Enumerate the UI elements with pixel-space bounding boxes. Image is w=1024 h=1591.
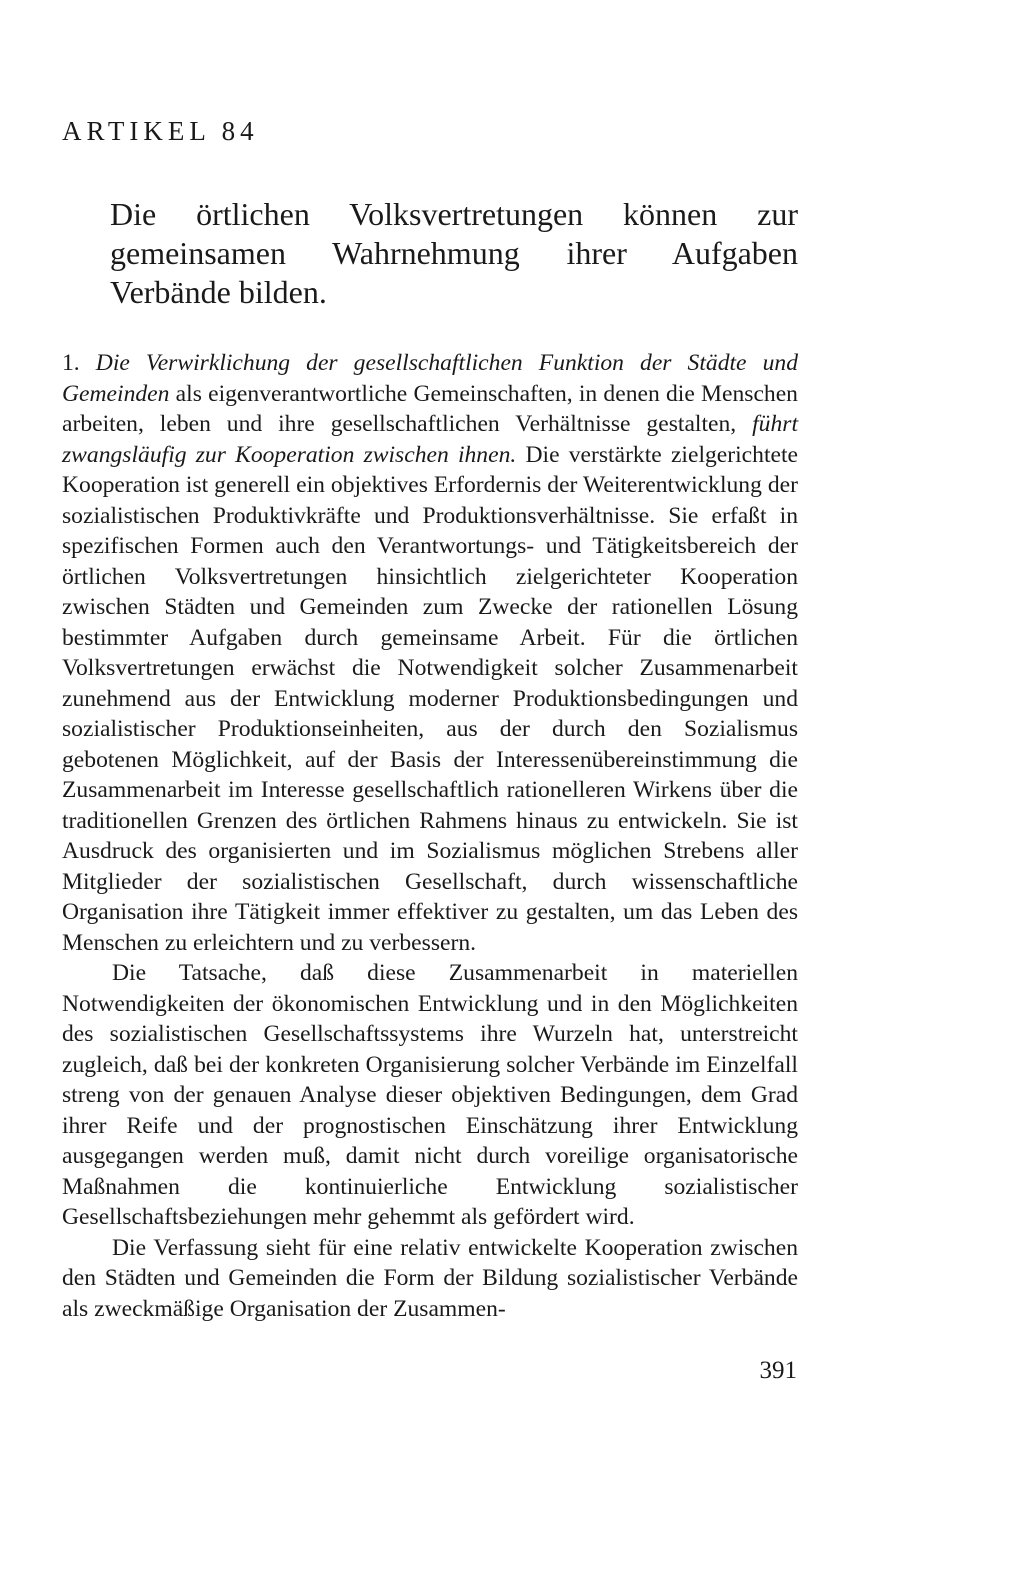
paragraph-1 xyxy=(62,348,798,958)
paragraph-1-text-2: Die verstärkte zielgerichtete Kooperation ist generell ein objektives Erfordernis der Weiterentwicklung der sozialistischen Produktivkräfte und Produktionsverhältnisse. Sie erfaßt in spezifischen Formen auch den Verantwortungs- und Tätigkeitsbereich der örtlichen Volksvertretungen hinsichtlich zielgerichteter Kooperation zwischen Städten und Gemeinden zum Zwecke der rationellen Lösung bestimmter Aufgaben durch gemeinsame Arbeit. Für die örtlichen Volksvertretungen erwächst die Notwendigkeit solcher Zusammenarbeit zunehmend aus der Entwicklung moderner Produktionsbedingungen und sozialistischer Produktionseinheiten, aus der durch den Sozialismus gebotenen Möglichkeit, auf der Basis der Interessenübereinstimmung die Zusammenarbeit im Interesse gesellschaftlich rationelleren Wirkens über die traditionellen Grenzen des örtlichen Rahmens hinaus zu entwickeln. Sie ist Ausdruck des organisierten und im Sozialismus möglichen Strebens aller Mitglieder der sozialistischen Gesellschaft, durch wissenschaftliche Organisation ihre Tätigkeit immer effektiver zu gestalten, um das Leben des Menschen zu erleichtern und zu verbessern. xyxy=(62,441,799,956)
paragraph-2: Die Tatsache, daß diese Zusammenarbeit in materiellen Notwendigkeiten der ökonomischen Entwicklung und in den Möglichkeiten des sozialistischen Gesellschaftssystems ihre Wurzeln hat, unterstreicht zugleich, daß bei der konkreten Organisierung solcher Verbände im Einzelfall streng von der genauen Analyse dieser objektiven Bedingungen, dem Grad ihrer Reife und der prognostischen Einschätzung ihrer Entwicklung ausgegangen werden muß, damit nicht durch voreilige organisatorische Maßnahmen die kontinuierliche Entwicklung sozialistischer Gesellschaftsbeziehungen mehr gehemmt als gefördert wird. xyxy=(62,960,798,1230)
book-page xyxy=(62,118,798,1324)
article-heading: ARTIKEL 84 xyxy=(62,116,259,146)
paragraph-3: Die Verfassung sieht für eine relativ entwickelte Kooperation zwischen den Städten und Gemeinden die Form der Bildung sozialistischer Verbände als zweckmäßige Organisation der Zusammen- xyxy=(62,1234,798,1322)
paragraph-number: 1. xyxy=(62,350,80,376)
commentary-body xyxy=(62,348,798,1324)
paragraph-1-text-1: als eigenverantwortliche Gemeinschaften, in denen die Menschen arbeiten, leben und ihre gesellschaftlichen Verhältnisse gestalten, xyxy=(62,380,798,437)
page-number: 391 xyxy=(759,1357,797,1384)
emphasis-1: Die Verwirklichung der gesellschaftlichen Funktion der Städte und Gemeinden xyxy=(62,350,798,407)
article-lead-text: Die örtlichen Volksvertretungen können zur gemeinsamen Wahrnehmung ihrer Aufgaben Verbände bilden. xyxy=(110,196,798,310)
emphasis-2: führt zwangsläufig zur Kooperation zwischen ihnen. xyxy=(62,411,798,468)
